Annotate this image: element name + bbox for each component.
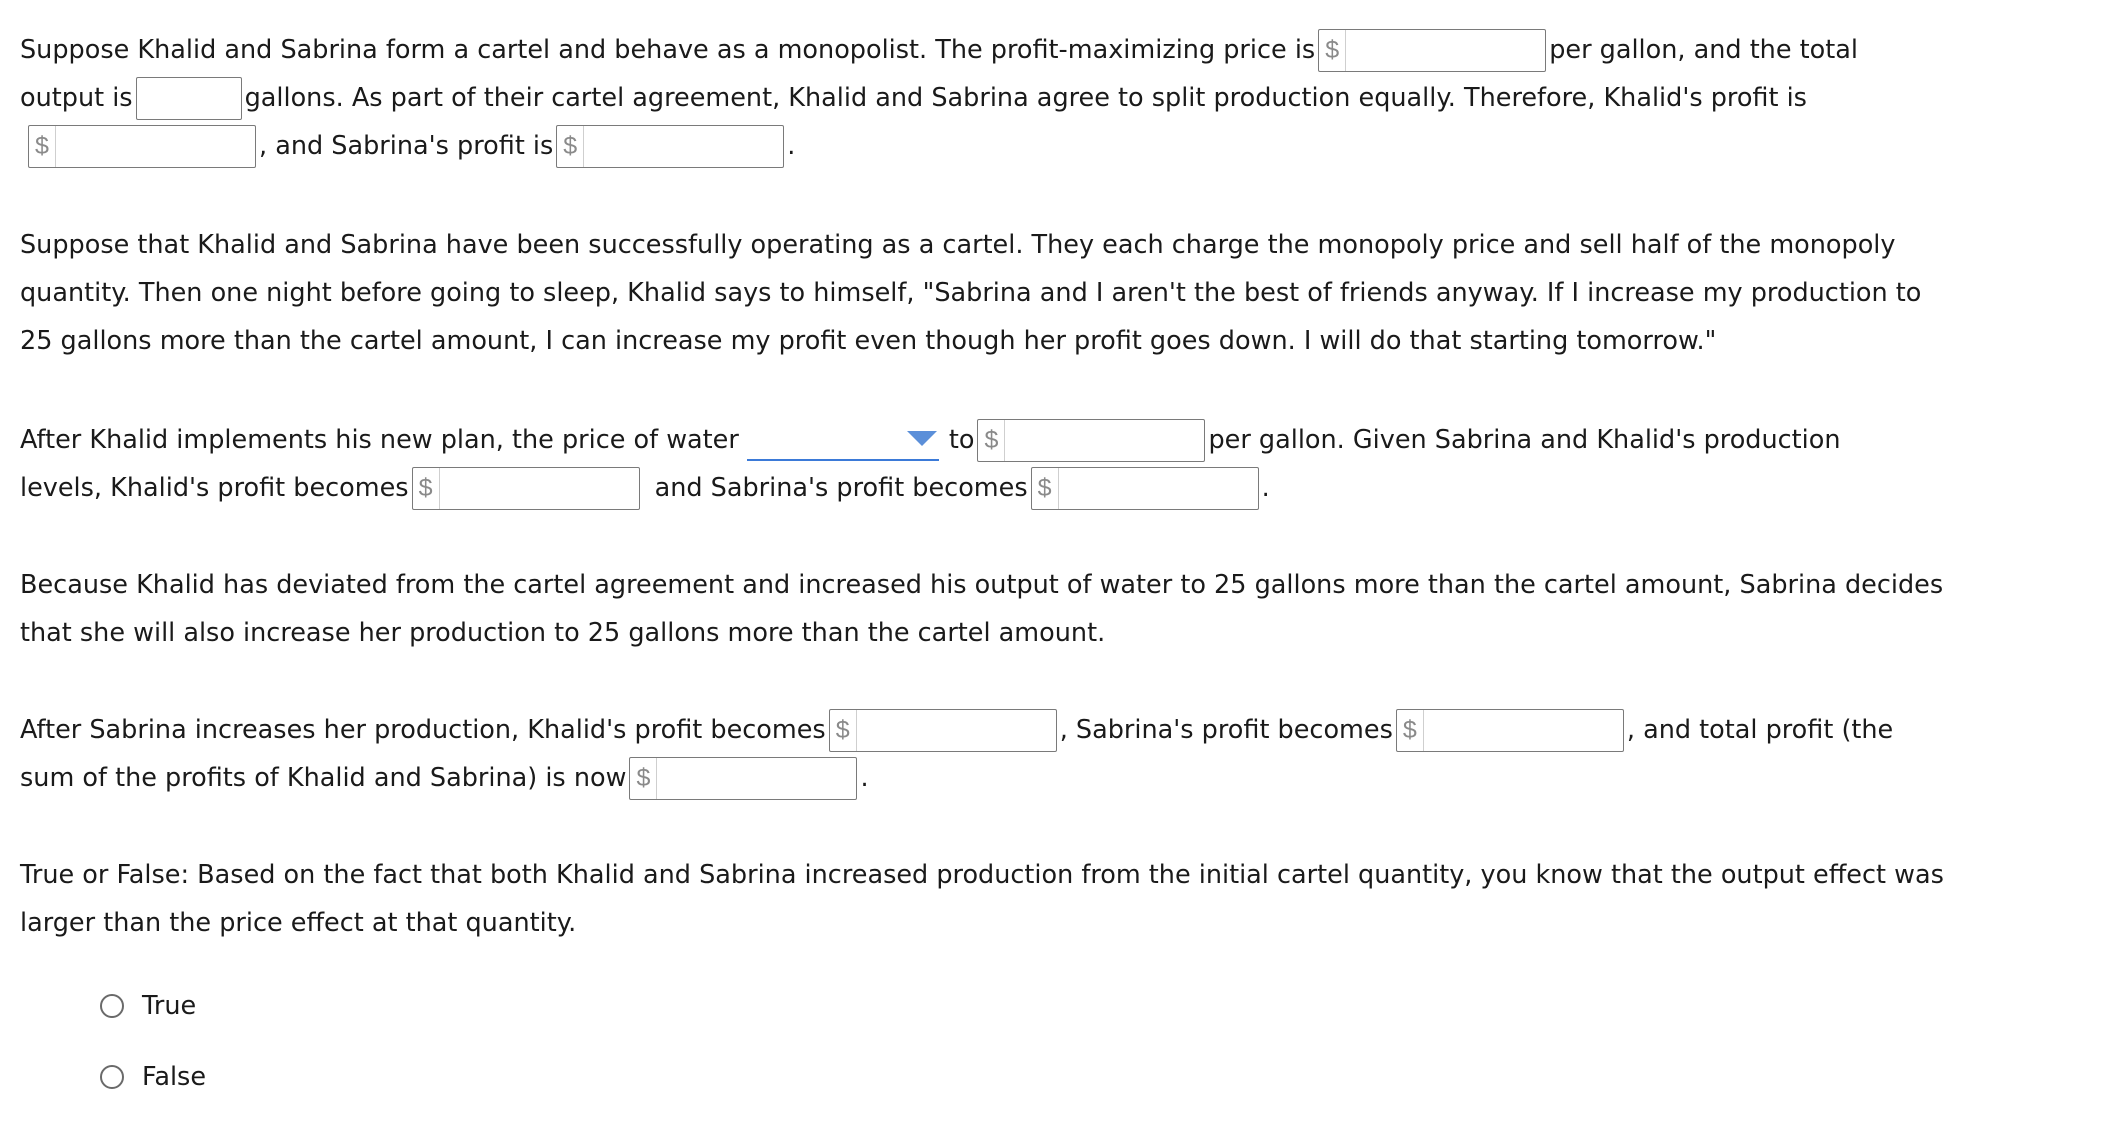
text: 25 gallons more than the cartel amount, I can increase my profit even though her profit goes down. I will do that starting tomorrow." [20,326,1717,356]
text: gallons. As part of their cartel agreement, Khalid and Sabrina agree to split production equally. Therefore, Khalid's profit is [244,83,1807,113]
dollar-sign: $ [1397,710,1424,751]
sabrina-new-profit-field[interactable] [1059,468,1377,509]
text: quantity. Then one night before going to sleep, Khalid says to himself, "Sabrina and I aren't the best of friends anyway. If I increase my production to [20,278,1922,308]
text: , Sabrina's profit becomes [1059,715,1393,745]
option-false[interactable] [100,1057,206,1097]
text: , and Sabrina's profit is [259,131,554,161]
total-profit-field[interactable] [657,758,975,799]
total-profit-input[interactable] [629,757,857,800]
price-change-dropdown[interactable] [747,419,939,461]
dollar-sign: $ [978,420,1005,461]
dollar-sign: $ [1319,30,1346,71]
output-input[interactable] [136,77,242,120]
text: Suppose Khalid and Sabrina form a cartel and behave as a monopolist. The profit-maximizing price is [20,35,1316,65]
text: After Khalid implements his new plan, the price of water [20,425,739,455]
text: True or False: Based on the fact that both Khalid and Sabrina increased production from the initial cartel quantity, you know that the output effect was [20,860,1944,890]
text: per gallon, and the total [1549,35,1858,65]
khalid-final-profit-input[interactable] [829,709,1057,752]
chevron-down-icon [907,431,937,446]
text: . [1261,473,1270,503]
sabrina-final-profit-input[interactable] [1396,709,1624,752]
dollar-sign: $ [557,126,584,167]
text: After Sabrina increases her production, Khalid's profit becomes [20,715,826,745]
khalid-final-profit-field[interactable] [857,710,1175,751]
text: output is [20,83,133,113]
text: . [787,131,796,161]
text: larger than the price effect at that quantity. [20,908,577,938]
sabrina-profit-input[interactable] [556,125,784,168]
option-label: True [142,991,197,1021]
dollar-sign: $ [413,468,440,509]
new-price-field[interactable] [1005,420,1323,461]
radio-button[interactable] [100,994,124,1018]
text: , and total profit (the [1626,715,1894,745]
text: . [860,763,869,793]
khalid-profit-input[interactable] [28,125,256,168]
dollar-sign: $ [1032,468,1059,509]
text: per gallon. Given Sabrina and Khalid's production [1208,425,1841,455]
option-label: False [142,1062,207,1092]
dollar-sign: $ [830,710,857,751]
text: Suppose that Khalid and Sabrina have been successfully operating as a cartel. They each charge the monopoly price and sell half of the monopoly [20,230,1896,260]
option-true[interactable] [100,986,196,1026]
text: that she will also increase her production to 25 gallons more than the cartel amount. [20,618,1106,648]
khalid-new-profit-input[interactable] [412,467,640,510]
text: and Sabrina's profit becomes [654,473,1028,503]
sabrina-new-profit-input[interactable] [1031,467,1259,510]
dollar-sign: $ [630,758,657,799]
text: to [948,425,975,455]
text: Because Khalid has deviated from the cartel agreement and increased his output of water to 25 gallons more than the cartel amount, Sabrina decides [20,570,1944,600]
price-field[interactable] [1346,30,1664,71]
price-input[interactable] [1318,29,1546,72]
khalid-profit-field[interactable] [56,126,374,167]
dollar-sign: $ [29,126,56,167]
sabrina-profit-field[interactable] [584,126,902,167]
text: levels, Khalid's profit becomes [20,473,409,503]
sabrina-final-profit-field[interactable] [1424,710,1742,751]
radio-button[interactable] [100,1065,124,1089]
new-price-input[interactable] [977,419,1205,462]
khalid-new-profit-field[interactable] [440,468,758,509]
text: sum of the profits of Khalid and Sabrina) is now [20,763,627,793]
